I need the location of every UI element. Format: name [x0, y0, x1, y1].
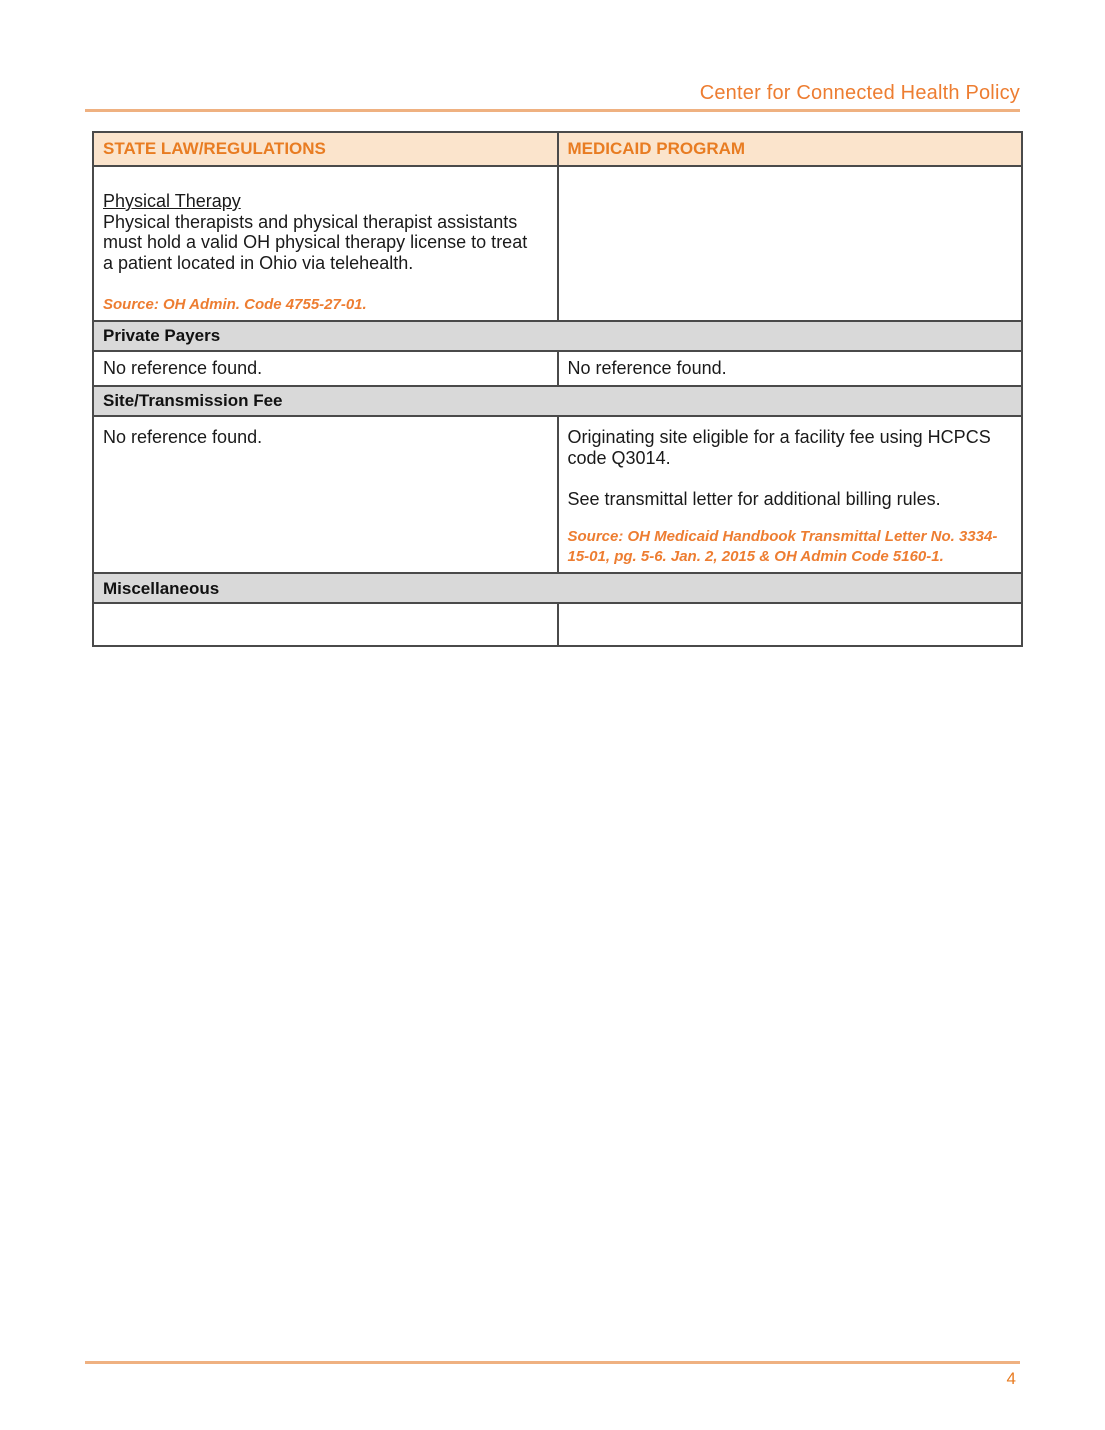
- section-title-miscellaneous: Miscellaneous: [93, 573, 1022, 603]
- site-fee-medicaid-source: Source: OH Medicaid Handbook Transmittal Letter No. 3334-15-01, pg. 5-6. Jan. 2, 2015 & OH Admin Code 5160-1.: [567, 528, 998, 565]
- cell-site-fee-state: No reference found.: [93, 416, 558, 573]
- physical-therapy-heading: Physical Therapy: [103, 191, 241, 211]
- header-rule: [85, 109, 1020, 112]
- cell-private-payers-state: No reference found.: [93, 351, 558, 386]
- policy-table: [92, 131, 1023, 647]
- footer-rule: [85, 1361, 1020, 1364]
- cell-miscellaneous-state: [93, 603, 558, 646]
- cell-site-fee-medicaid: [558, 416, 1023, 573]
- cell-physical-therapy: [93, 166, 558, 321]
- cell-private-payers-medicaid: No reference found.: [558, 351, 1023, 386]
- column-header-medicaid: MEDICAID PROGRAM: [558, 132, 1023, 166]
- section-title-private-payers: Private Payers: [93, 321, 1022, 351]
- site-fee-medicaid-paragraph-1: Originating site eligible for a facility fee using HCPCS code Q3014.: [567, 427, 991, 468]
- section-title-site-fee: Site/Transmission Fee: [93, 386, 1022, 416]
- site-fee-medicaid-paragraph-2: See transmittal letter for additional billing rules.: [567, 488, 941, 509]
- section-row-private-payers: [93, 321, 1022, 351]
- table-row-licensure: [93, 166, 1022, 321]
- section-row-site-fee: [93, 386, 1022, 416]
- physical-therapy-body: Physical therapists and physical therapist assistants must hold a valid OH physical therapy license to treat a patient located in Ohio via telehealth.: [103, 211, 528, 274]
- table-row-private-payers: [93, 351, 1022, 386]
- physical-therapy-source: Source: OH Admin. Code 4755-27-01.: [103, 295, 367, 313]
- page-title: Center for Connected Health Policy: [699, 82, 1020, 104]
- table-row-miscellaneous: [93, 603, 1022, 646]
- table-row-site-fee: [93, 416, 1022, 573]
- cell-miscellaneous-medicaid: [558, 603, 1023, 646]
- section-row-miscellaneous: [93, 573, 1022, 603]
- column-header-state-law: STATE LAW/REGULATIONS: [93, 132, 558, 166]
- cell-licensure-medicaid-empty: [558, 166, 1023, 321]
- page-number: 4: [1006, 1369, 1016, 1388]
- table-header-row: [93, 132, 1022, 166]
